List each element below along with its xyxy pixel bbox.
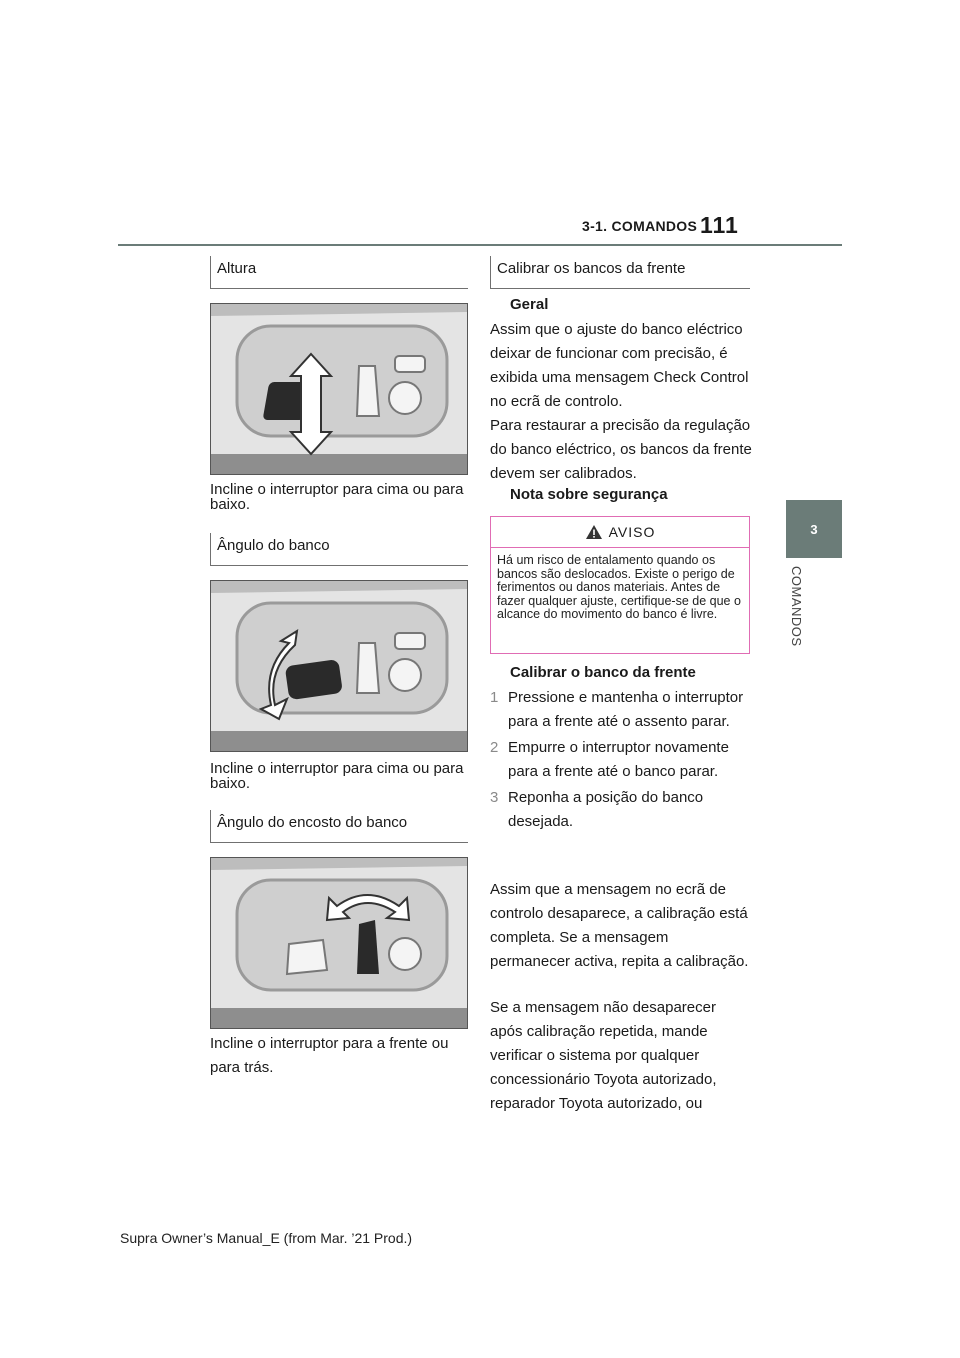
heading-text: Altura bbox=[217, 260, 257, 277]
paragraph-general-2: Para restaurar a precisão da regulação do banco eléctrico, os bancos da frente devem ser calibrados. bbox=[490, 417, 752, 482]
heading-angulo-encosto bbox=[210, 810, 468, 843]
chapter-label: COMANDOS bbox=[789, 566, 804, 647]
heading-angulo-banco bbox=[210, 533, 468, 566]
step-text: Pressione e mantenha o interruptor para a frente até o assento parar. bbox=[508, 689, 744, 730]
warning-header bbox=[491, 517, 749, 548]
subheading-seguranca: Nota sobre segurança bbox=[510, 486, 668, 503]
step-number: 2 bbox=[490, 739, 499, 756]
seat-height-switch-image bbox=[210, 303, 468, 475]
section-title: 3-1. COMANDOS bbox=[582, 218, 698, 234]
warning-title: AVISO bbox=[608, 524, 656, 540]
heading-altura bbox=[210, 256, 468, 289]
paragraph-general-1: Assim que o ajuste do banco eléctrico deixar de funcionar com precisão, é exibida uma mensagem Check Control no ecrã de controlo. bbox=[490, 321, 749, 410]
footer-text: Supra Owner’s Manual_E (from Mar. ’21 Prod.) bbox=[120, 1230, 413, 1246]
heading-text: Ângulo do banco bbox=[217, 537, 330, 554]
seat-angle-switch-image bbox=[210, 580, 468, 752]
chapter-number: 3 bbox=[810, 521, 818, 537]
heading-text: Calibrar os bancos da frente bbox=[497, 260, 686, 277]
caption-line: para trás. bbox=[210, 1059, 274, 1076]
caption-altura: Incline o interruptor para cima ou para baixo. bbox=[210, 481, 464, 513]
paragraph-closing-1: Assim que a mensagem no ecrã de controlo desaparece, a calibração está completa. Se a mensagem permanecer activa, repita a calibração. bbox=[490, 881, 749, 970]
caption-line: Incline o interruptor para a frente ou bbox=[210, 1035, 449, 1052]
subheading-calibrar-banco: Calibrar o banco da frente bbox=[510, 664, 696, 681]
step-item bbox=[490, 686, 752, 734]
chapter-label-vertical bbox=[790, 566, 810, 686]
step-list bbox=[490, 686, 752, 834]
page-number: 111 bbox=[700, 212, 739, 238]
warning-triangle-icon bbox=[585, 524, 603, 540]
step-text: Reponha a posição do banco desejada. bbox=[508, 789, 704, 830]
step-number: 1 bbox=[490, 689, 499, 706]
step-number: 3 bbox=[490, 789, 499, 806]
heading-calibrar bbox=[490, 256, 750, 289]
subheading-geral: Geral bbox=[510, 296, 549, 313]
header-rule bbox=[118, 244, 842, 246]
warning-text: Há um risco de entalamento quando os bancos são deslocados. Existe o perigo de ferimentos ou danos materiais. Antes de fazer qualquer ajuste, certifique-se de que o alcance do movimento do banco é livre. bbox=[497, 553, 741, 621]
paragraph-closing-2: Se a mensagem não desaparecer após calibração repetida, mande verificar o sistema por qualquer concessionário Toyota autorizado, reparador Toyota autorizado, ou bbox=[490, 999, 717, 1112]
chapter-tab bbox=[786, 500, 842, 558]
step-item bbox=[490, 786, 752, 834]
step-text: Empurre o interruptor novamente para a frente até o banco parar. bbox=[508, 739, 729, 780]
caption-angulo-banco: Incline o interruptor para cima ou para baixo. bbox=[210, 760, 464, 792]
backrest-angle-switch-image bbox=[210, 857, 468, 1029]
step-item bbox=[490, 736, 752, 784]
warning-box bbox=[490, 516, 750, 654]
heading-text: Ângulo do encosto do banco bbox=[217, 814, 408, 831]
caption-angulo-encosto bbox=[210, 1032, 470, 1080]
